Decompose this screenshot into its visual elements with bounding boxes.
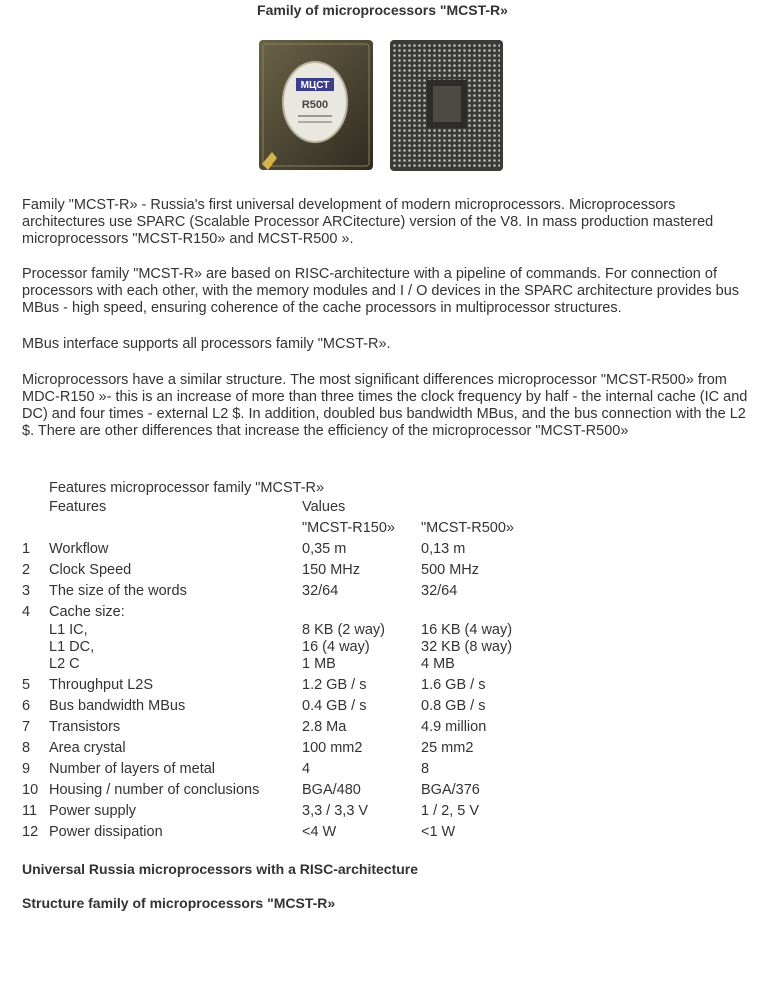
sub-value-r150: 16 (4 way) — [302, 639, 370, 655]
row-feature: Power dissipation — [49, 824, 163, 840]
row-feature: Throughput L2S — [49, 677, 153, 693]
chip-model-text: R500 — [301, 99, 329, 111]
row-value-r150: BGA/480 — [302, 782, 361, 798]
row-value-r500: 25 mm2 — [421, 740, 474, 756]
row-value-r500: 500 MHz — [421, 562, 480, 578]
row-number: 2 — [22, 562, 31, 578]
header-col-r150: "MCST-R150» — [302, 520, 395, 536]
sub-value-r500: 4 MB — [421, 656, 455, 672]
row-feature: Cache size: — [49, 604, 125, 620]
paragraph-intro: Family "MCST-R» - Russia's first universal development of modern microprocessors. Microprocessors architectures use SPARC (Scalable Processor ARCitecture) version of the V8. In mass production mastered microprocessors "MCST-R150» and MCST-R500 ». — [22, 197, 714, 247]
sub-feature: L1 IC, — [49, 622, 88, 638]
row-value-r500: 8 — [421, 761, 430, 777]
row-number: 8 — [22, 740, 31, 756]
sub-value-r150: 8 KB (2 way) — [302, 622, 385, 638]
row-value-r150: <4 W — [302, 824, 337, 840]
row-value-r500: 1 / 2, 5 V — [421, 803, 480, 819]
table-title: Features microprocessor family "MCST-R» — [49, 480, 325, 496]
header-features: Features — [49, 499, 107, 515]
header-col-r500: "MCST-R500» — [421, 520, 514, 536]
row-value-r150: 32/64 — [302, 583, 339, 599]
sub-value-r500: 32 KB (8 way) — [421, 639, 513, 655]
row-value-r150: 150 MHz — [302, 562, 361, 578]
header-values: Values — [302, 499, 346, 515]
row-value-r500: 1.6 GB / s — [421, 677, 486, 693]
row-value-r150: 3,3 / 3,3 V — [302, 803, 369, 819]
row-value-r150: 2.8 Ma — [302, 719, 347, 735]
paragraph-mbus: MBus interface supports all processors family "MCST-R». — [22, 336, 391, 352]
row-feature: Number of layers of metal — [49, 761, 216, 777]
paragraph-differences: Microprocessors have a similar structure. The most significant differences microprocessor "MCST-R500» from MDC-R150 »- this is an increase of more than three times the clock frequency by half - the internal cache (IC and DC) and four times - external L2 $. In addition, doubled bus bandwidth MBus, and the bus connection with the L2 $. There are other differences that increase the efficiency of the microprocessor "MCST-R500» — [22, 372, 748, 439]
row-number: 10 — [22, 782, 39, 798]
chip-bottom-view — [390, 40, 503, 171]
chip-logo-text: МЦСТ — [300, 80, 330, 91]
row-value-r500: 32/64 — [421, 583, 458, 599]
row-feature: Workflow — [49, 541, 109, 557]
sub-feature: L2 C — [49, 656, 80, 672]
row-value-r150: 1.2 GB / s — [302, 677, 367, 693]
link-heading-risc: Universal Russia microprocessors with a RISC-architecture — [22, 861, 419, 877]
row-value-r500: 0.8 GB / s — [421, 698, 486, 714]
paragraph-risc: Processor family "MCST-R» are based on RISC-architecture with a pipeline of commands. For connection of processors with each other, with the memory modules and I / O devices in the SPARC architecture provides bus MBus - high speed, ensuring coherence of the cache processors in multiprocessor structures. — [22, 266, 740, 316]
row-feature: Power supply — [49, 803, 137, 819]
row-feature: Clock Speed — [49, 562, 132, 578]
row-feature: Bus bandwidth MBus — [49, 698, 186, 714]
row-number: 6 — [22, 698, 31, 714]
row-value-r500: 4.9 million — [421, 719, 487, 735]
row-number: 5 — [22, 677, 31, 693]
chip-top-view — [259, 40, 373, 170]
row-feature: Area crystal — [49, 740, 126, 756]
row-number: 9 — [22, 761, 31, 777]
row-number: 11 — [22, 803, 38, 819]
row-number: 12 — [22, 824, 39, 840]
row-value-r150: 4 — [302, 761, 311, 777]
processor-photo — [252, 38, 512, 178]
row-value-r150: 0,35 m — [302, 541, 347, 557]
row-number: 7 — [22, 719, 31, 735]
sub-value-r150: 1 MB — [302, 656, 336, 672]
sub-value-r500: 16 KB (4 way) — [421, 622, 513, 638]
sub-feature: L1 DC, — [49, 639, 95, 655]
row-number: 3 — [22, 583, 31, 599]
row-feature: Transistors — [49, 719, 121, 735]
page-title: Family of microprocessors "MCST-R» — [257, 2, 508, 18]
row-value-r150: 100 mm2 — [302, 740, 363, 756]
row-number: 1 — [22, 541, 31, 557]
row-number: 4 — [22, 604, 31, 620]
row-value-r500: BGA/376 — [421, 782, 480, 798]
link-heading-structure: Structure family of microprocessors "MCST-R» — [22, 895, 336, 911]
row-value-r500: <1 W — [421, 824, 456, 840]
row-feature: Housing / number of conclusions — [49, 782, 260, 798]
row-feature: The size of the words — [49, 583, 187, 599]
row-value-r500: 0,13 m — [421, 541, 466, 557]
row-value-r150: 0.4 GB / s — [302, 698, 367, 714]
